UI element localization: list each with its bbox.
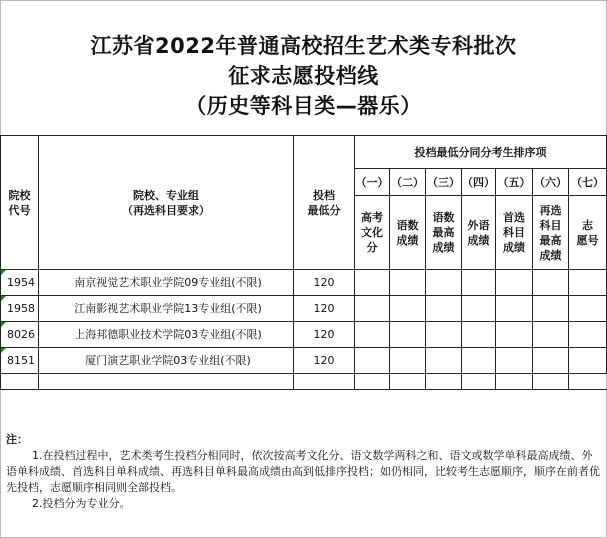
empty-cell (294, 374, 355, 390)
row-sort-7 (569, 348, 607, 374)
header-school-line2: （再选科目要求） (122, 203, 210, 217)
cell-marker-icon (1, 296, 6, 301)
header-sort-label-5 (496, 196, 533, 270)
row-code: 1954 (7, 276, 35, 289)
page-title-line3: （历史等科目类—器乐） (185, 94, 422, 118)
row-sort-2 (390, 322, 426, 348)
row-sort-4 (462, 296, 496, 322)
row-code: 8151 (7, 354, 35, 367)
header-school-line1: 院校、专业组 (133, 188, 199, 202)
row-sort-7 (569, 270, 607, 296)
row-score: 120 (294, 322, 355, 348)
row-school: 厦门演艺职业学院03专业组(不限) (39, 348, 294, 374)
row-school: 上海邦德职业技术学院03专业组(不限) (39, 322, 294, 348)
row-sort-4 (462, 348, 496, 374)
header-sort-label-2-a: 语数 (396, 218, 419, 232)
header-sort-label-7-b: 愿号 (576, 233, 599, 247)
header-sort-label-7-a: 志 (582, 218, 593, 232)
empty-cell (355, 374, 390, 390)
row-sort-2 (390, 270, 426, 296)
header-sort-label-5-a: 首选 (503, 211, 525, 224)
header-sort-label-2-b: 成绩 (396, 233, 419, 247)
empty-cell (533, 374, 569, 390)
row-sort-1 (355, 348, 390, 374)
row-sort-2 (390, 348, 426, 374)
empty-cell (496, 374, 533, 390)
table-row (1, 348, 607, 374)
row-code: 1958 (7, 302, 35, 315)
row-sort-6 (533, 270, 569, 296)
header-sort-label-5-b: 科目 (503, 226, 525, 239)
row-code: 8026 (7, 328, 35, 341)
header-sort-num-7: （七） (569, 169, 607, 196)
header-sort-label-3-a: 语数 (432, 211, 455, 224)
notes-heading: 注： (6, 433, 28, 446)
table-row (1, 322, 607, 348)
notes-section (6, 432, 600, 512)
admission-score-table (0, 135, 607, 390)
header-min-score-line1: 投档 (313, 188, 335, 202)
row-code-cell (1, 348, 39, 374)
header-sort-label-6-c: 最高 (539, 233, 562, 247)
header-code-line1: 院校 (8, 188, 31, 202)
row-sort-7 (569, 296, 607, 322)
header-sort-label-1-c: 分 (366, 241, 378, 254)
table-row-empty (1, 374, 607, 390)
row-sort-3 (426, 348, 462, 374)
header-min-score (294, 136, 355, 270)
header-code-line2: 代号 (8, 203, 31, 217)
header-sort-label-4-b: 成绩 (467, 233, 490, 247)
row-sort-6 (533, 348, 569, 374)
header-sort-num-4: （四） (462, 169, 496, 196)
row-sort-4 (462, 322, 496, 348)
header-sort-num-5: （五） (496, 169, 533, 196)
header-sort-group: 投档最低分同分考生排序项 (355, 136, 607, 169)
header-sort-label-4 (462, 196, 496, 270)
header-sort-num-2: （二） (390, 169, 426, 196)
header-school (39, 136, 294, 270)
row-code-cell (1, 296, 39, 322)
header-sort-label-3-c: 成绩 (432, 241, 455, 254)
empty-cell (569, 374, 607, 390)
notes-item-1: 1.在投档过程中，艺术类考生投档分相同时，依次按高考文化分、语文数学两科之和、语文或数学单科最高成绩、外语单科成绩、首选科目单科成绩、再选科目单科最高成绩由高到低排序投档；如仍相同，比较考生志愿顺序，顺序在前者优先投档，志愿顺序相同则全部投档。 (6, 449, 600, 494)
row-sort-6 (533, 322, 569, 348)
page-title-line1: 江苏省2022年普通高校招生艺术类专科批次 (90, 34, 517, 58)
header-sort-label-3 (426, 196, 462, 270)
header-sort-label-1 (355, 196, 390, 270)
empty-cell (1, 374, 39, 390)
header-sort-label-1-a: 高考 (361, 211, 383, 224)
row-sort-3 (426, 296, 462, 322)
row-sort-5 (496, 322, 533, 348)
row-code-cell (1, 270, 39, 296)
row-sort-3 (426, 322, 462, 348)
header-sort-label-6 (533, 196, 569, 270)
row-score: 120 (294, 348, 355, 374)
empty-cell (426, 374, 462, 390)
header-min-score-line2: 最低分 (307, 203, 341, 217)
row-score: 120 (294, 270, 355, 296)
header-sort-label-3-b: 最高 (432, 226, 455, 239)
row-sort-2 (390, 296, 426, 322)
header-sort-label-4-a: 外语 (467, 218, 490, 232)
page-title-line2: 征求志愿投档线 (228, 64, 379, 88)
header-sort-num-6: （六） (533, 169, 569, 196)
cell-marker-icon (1, 348, 6, 353)
header-sort-num-1: （一） (355, 169, 390, 196)
header-sort-label-6-d: 成绩 (539, 248, 562, 262)
row-sort-5 (496, 296, 533, 322)
cell-marker-icon (1, 270, 6, 275)
row-sort-5 (496, 270, 533, 296)
notes-item-2: 2.投档分为专业分。 (32, 497, 131, 510)
header-code (1, 136, 39, 270)
table-row (1, 270, 607, 296)
row-sort-5 (496, 348, 533, 374)
header-sort-label-5-c: 成绩 (503, 241, 525, 254)
empty-cell (390, 374, 426, 390)
cell-marker-icon (1, 322, 6, 327)
row-sort-6 (533, 296, 569, 322)
header-sort-label-7 (569, 196, 607, 270)
header-sort-num-3: （三） (426, 169, 462, 196)
row-score: 120 (294, 296, 355, 322)
row-sort-4 (462, 270, 496, 296)
row-sort-7 (569, 322, 607, 348)
header-sort-label-1-b: 文化 (361, 226, 383, 239)
header-sort-label-6-b: 科目 (539, 218, 562, 232)
header-sort-label-6-a: 再选 (539, 203, 562, 217)
empty-cell (39, 374, 294, 390)
row-school: 江南影视艺术职业学院13专业组(不限) (39, 296, 294, 322)
row-code-cell (1, 322, 39, 348)
row-sort-3 (426, 270, 462, 296)
table-row (1, 296, 607, 322)
row-sort-1 (355, 322, 390, 348)
row-sort-1 (355, 270, 390, 296)
row-sort-1 (355, 296, 390, 322)
empty-cell (462, 374, 496, 390)
row-school: 南京视觉艺术职业学院09专业组(不限) (39, 270, 294, 296)
header-sort-label-2 (390, 196, 426, 270)
